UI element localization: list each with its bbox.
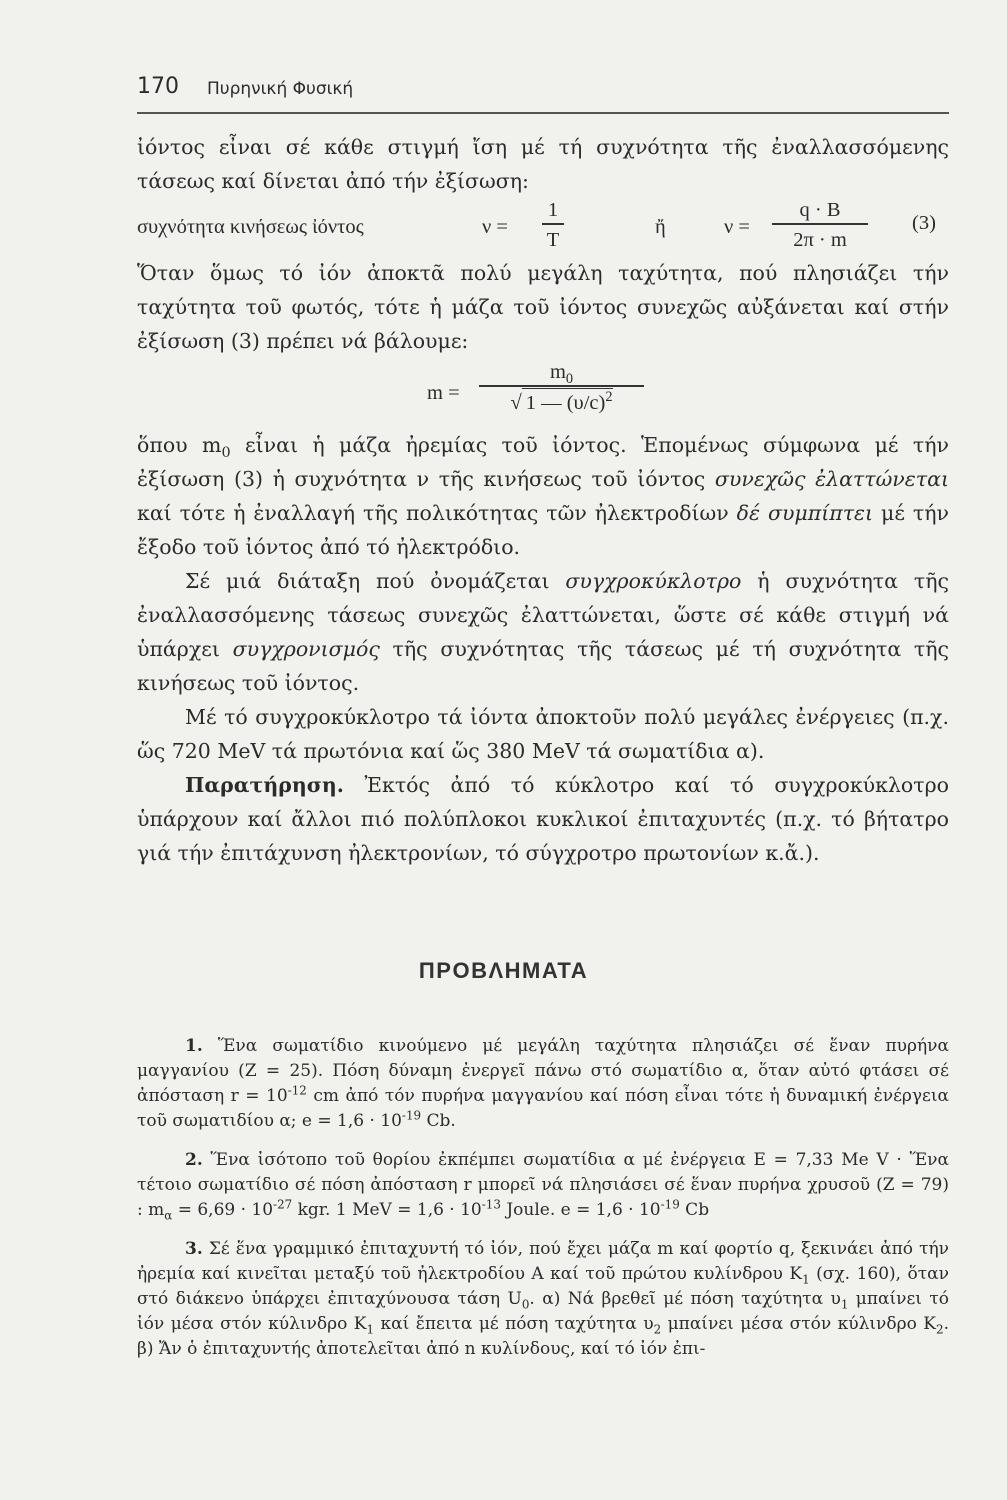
running-title: Πυρηνική Φυσική xyxy=(207,79,354,99)
sqrt-radicand xyxy=(522,388,613,417)
problem-text: Cb. xyxy=(421,1111,456,1131)
paragraph-1: ἰόντος εἶναι σέ κάθε στιγμή ἴση μέ τή συχνότητα τῆς ἐναλλασσόμενης τάσεως καί δίνεται ἀπό τήν ἐξίσωση: xyxy=(137,135,949,193)
sqrt-symbol: √ xyxy=(510,391,522,414)
subscript: 2 xyxy=(936,1322,944,1337)
remark-heading: Παρατήρηση. xyxy=(185,773,344,797)
equation-frequency xyxy=(137,198,949,256)
problem-number: 2. xyxy=(185,1150,203,1170)
paragraph-6 xyxy=(137,768,949,870)
problem-text: Cb xyxy=(679,1200,710,1220)
fraction-denominator: T xyxy=(546,228,560,251)
subscript: α xyxy=(164,1208,173,1223)
problem-text: μπαίνει μέσα στόν κύλινδρο K xyxy=(661,1314,937,1334)
numerator-subscript: 0 xyxy=(565,371,574,388)
fraction-bar xyxy=(772,223,868,225)
p3-text-c: καί τότε ἡ ἐναλλαγή τῆς πολικότητας τῶν ἠλεκτροδίων xyxy=(137,501,737,525)
subscript: 1 xyxy=(366,1322,375,1337)
problem-item xyxy=(137,1237,949,1362)
subscript: 1 xyxy=(802,1272,810,1287)
paragraph-4 xyxy=(137,564,949,700)
fraction-denominator xyxy=(479,388,644,417)
p4-emphasis-2: συγχρονισμός xyxy=(232,637,380,661)
paragraph-3 xyxy=(137,428,949,564)
p3-subscript: 0 xyxy=(221,445,231,462)
problem-text: Σέ ἕνα γραμμικό ἐπιταχυντή τό ἰόν, πού ἔχει μάζα m καί φορτίο q, ξεκινάει ἀπό τήν ἠρεμία καί κινεῖται μεταξύ τοῦ ἠλεκτροδίου A καί τοῦ πρώτου κυλίνδρου K xyxy=(137,1239,949,1284)
p4-text-b: ἡ συχνότητα τῆς ἐναλλασσόμενης τάσεως συνεχῶς ἐλαττώνεται, ὥστε σέ κάθε στιγμή νά ὑπάρχει xyxy=(137,569,949,661)
radicand-text: 1 — (υ/c) xyxy=(525,391,606,414)
problem-text: Ἕνα σωματίδιο κινούμενο μέ μεγάλη ταχύτητα πλησιάζει σέ ἕναν πυρήνα μαγγανίου (Z = 25). Πόση δύναμη ἐνεργεῖ πάνω στό σωματίδιο α, ὅταν αὐτό φτάσει σέ ἀπόσταση r = 10 xyxy=(137,1036,949,1106)
body-text xyxy=(137,130,949,870)
fraction-bar xyxy=(479,385,644,387)
problem-text: = 6,69 · 10 xyxy=(172,1200,274,1220)
p3-text-d: μέ τήν ἔξοδο τοῦ ἰόντος ἀπό τό ἠλεκτρόδιο. xyxy=(137,501,949,559)
p4-emphasis-1: συγχροκύκλοτρο xyxy=(565,569,742,593)
page-header xyxy=(137,72,949,116)
page-number: 170 xyxy=(137,74,179,99)
p6-text: Ἐκτός ἀπό τό κύκλοτρο καί τό συγχροκύκλοτρο ὑπάρχουν καί ἄλλοι πιό πολύπλοκοι κυκλικοί ἐπιταχυντές (π.χ. τό βήτατρο γιά τήν ἐπιτάχυνση ἠλεκτρονίων, τό σύγχροτρο πρωτονίων κ.ἄ.). xyxy=(137,773,949,865)
equation-label: συχνότητα κινήσεως ἰόντος xyxy=(137,216,364,238)
fraction-qB-over-2pim xyxy=(772,198,868,254)
paragraph-2: Ὅταν ὅμως τό ἰόν ἀποκτᾶ πολύ μεγάλη ταχύτητα, πού πλησιάζει τήν ταχύτητα τοῦ φωτός, τότε ἡ μάζα τοῦ ἰόντος συνεχῶς αὐξάνεται καί στήν ἐξίσωση (3) πρέπει νά βάλουμε: xyxy=(137,261,949,353)
problem-text: μπαίνει τό ἰόν μέσα στόν κύλινδρο K xyxy=(137,1289,950,1334)
radicand-exponent: 2 xyxy=(605,388,613,405)
equation-relativistic-mass xyxy=(137,358,949,428)
problem-text: . α) Νά βρεθεῖ μέ πόση ταχύτητα υ xyxy=(529,1289,841,1309)
fraction-numerator: 1 xyxy=(547,199,559,221)
exponent: -12 xyxy=(287,1083,307,1098)
exponent: -19 xyxy=(660,1197,680,1212)
fraction-bar xyxy=(542,223,564,225)
p3-emphasis-2: δέ συμπίπτει xyxy=(736,501,874,525)
exponent: -19 xyxy=(401,1108,422,1123)
fraction-denominator: 2π · m xyxy=(793,228,847,251)
problem-number: 1. xyxy=(185,1036,203,1056)
paragraph-5: Μέ τό συγχροκύκλοτρο τά ἰόντα ἀποκτοῦν πολύ μεγάλες ἐνέργειες (π.χ. ὥς 720 MeV τά πρωτόνια καί ὥς 380 MeV τά σωματίδια α). xyxy=(137,705,949,763)
fraction-numerator xyxy=(479,360,644,388)
equation-lhs-2: ν = xyxy=(724,216,750,238)
problems-list xyxy=(137,1034,949,1376)
equation-tag: (3) xyxy=(912,212,936,234)
equation-lhs-1: ν = xyxy=(482,216,508,238)
problem-item xyxy=(137,1034,949,1134)
subscript: 1 xyxy=(840,1297,849,1312)
problem-number: 3. xyxy=(185,1239,203,1259)
problem-text: Ἕνα ἰσότοπο τοῦ θορίου ἐκπέμπει σωματίδια α μέ ἐνέργεια E = 7,33 Me V · Ἕνα τέτοιο σωματίδιο σέ πόση ἀπόσταση r μπορεῖ νά πλησιάσει σέ ἕναν πυρήνα χρυσοῦ (Z = 79) : m xyxy=(137,1150,949,1220)
problem-text: kgr. 1 MeV = 1,6 · 10 xyxy=(292,1200,482,1220)
equation-lhs: m = xyxy=(427,382,460,404)
header-rule xyxy=(137,112,949,114)
p4-text-a: Σέ μιά διάταξη πού ὀνομάζεται xyxy=(185,569,566,593)
problems-heading: ΠΡΟΒΛΗΜΑΤΑ xyxy=(418,958,589,983)
p4-text-c: τῆς συχνότητας τῆς τάσεως μέ τή συχνότητα τῆς κινήσεως τοῦ ἰόντος. xyxy=(137,637,950,695)
equation-or: ἤ xyxy=(655,216,666,238)
exponent: -27 xyxy=(273,1197,293,1212)
p3-text-b: εἶναι ἡ μάζα ἠρεμίας τοῦ ἰόντος. Ἑπομένως σύμφωνα μέ τήν ἐξίσωση (3) ἡ συχνότητα ν τῆς κινήσεως τοῦ ἰόντος xyxy=(137,433,949,491)
problem-text: (σχ. 160), ὅταν στό διάκενο ὑπάρχει ἐπιταχύνουσα τάση U xyxy=(137,1264,949,1309)
p3-emphasis-1: συνεχῶς ἐλαττώνεται xyxy=(714,467,949,491)
exponent: -13 xyxy=(481,1197,501,1212)
subscript: 0 xyxy=(521,1297,530,1312)
numerator-m: m xyxy=(549,361,566,383)
subscript: 2 xyxy=(653,1322,662,1337)
fraction-1-over-T xyxy=(542,198,564,254)
problem-text: . β) Ἄν ὁ ἐπιταχυντής ἀποτελεῖται ἀπό n κυλίνδους, καί τό ἰόν ἐπι- xyxy=(137,1314,949,1359)
fraction-m0-over-root xyxy=(479,360,644,417)
problem-text: cm ἀπό τόν πυρήνα μαγγανίου καί πόση εἶναι τότε ἡ δυναμική ἐνέργεια τοῦ σωματιδίου α; e = 1,6 · 10 xyxy=(137,1086,950,1131)
problem-item xyxy=(137,1148,949,1223)
fraction-numerator: q · B xyxy=(799,199,841,221)
problem-text: καί ἔπειτα μέ πόση ταχύτητα υ xyxy=(374,1314,654,1334)
problem-text: Joule. e = 1,6 · 10 xyxy=(500,1200,661,1220)
p3-text-a: ὅπου m xyxy=(137,433,222,457)
